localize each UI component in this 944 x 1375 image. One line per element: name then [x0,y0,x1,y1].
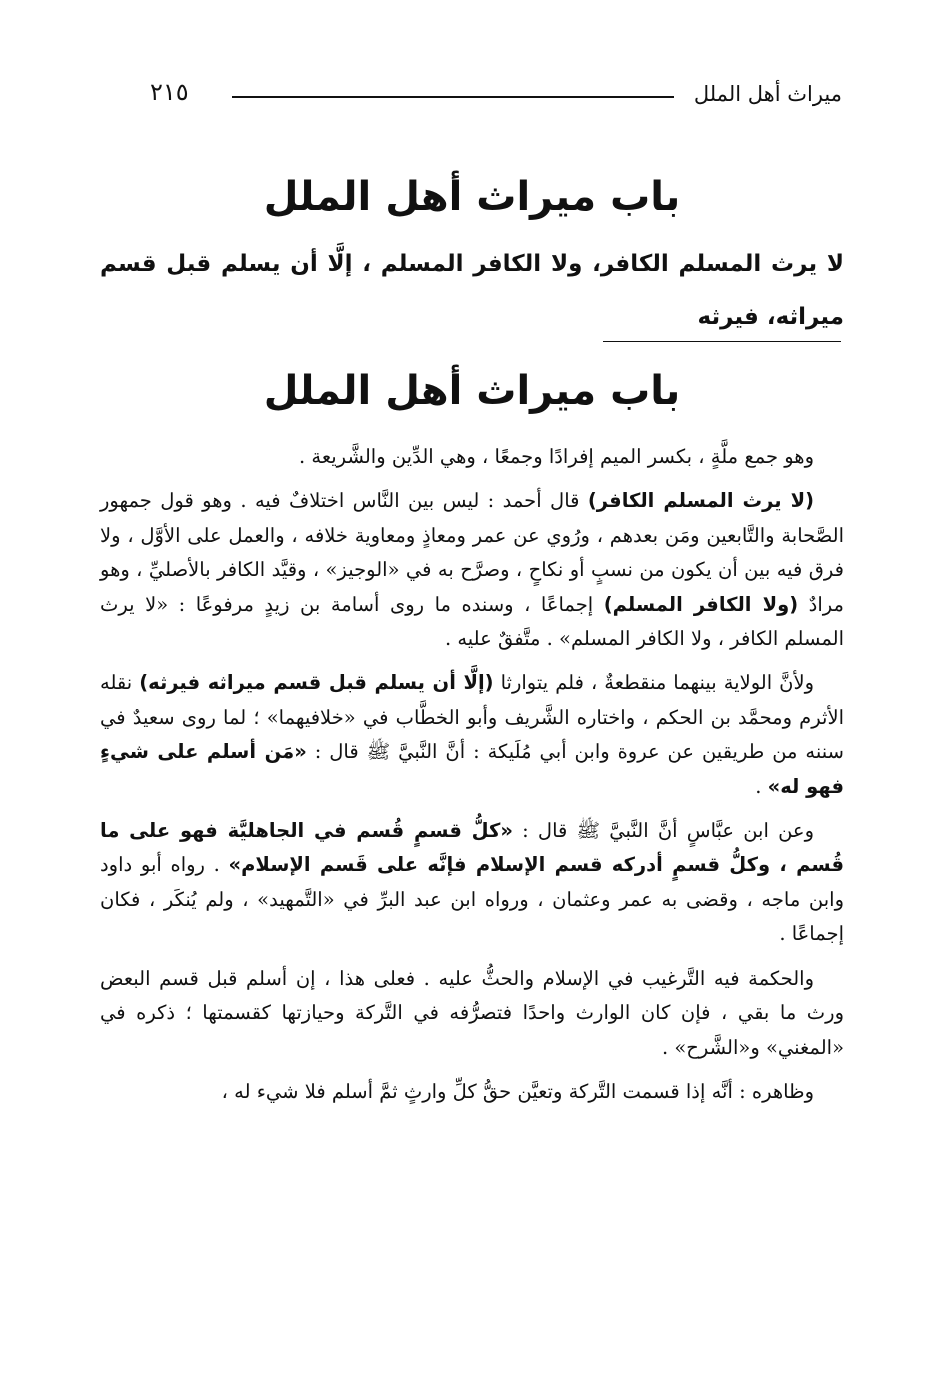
body-paragraph [100,962,844,1065]
text-run: . [755,774,768,798]
section-title: باب ميراث أهل الملل [263,368,681,414]
text-run: نقله الأثرم ومحمَّد بن الحكم ، واختاره الشَّريف وأبو الخطَّاب في «خلافيهما» ؛ لما روى سعيدٌ في سننه من طريقين عن عروة وابن أبي مُلَيكة : أنَّ النَّبيَّ ﷺ قال : [100,671,844,764]
text-run: وظاهره : أنَّه إذا قسمت التَّركة وتعيَّن حقُّ كلِّ وارثٍ ثمَّ أسلم فلا شيء له ، [221,1079,814,1103]
bold-quote-run: (إلَّا أن يسلم قبل قسم ميراثه فيرثه) [139,671,494,695]
heading-rule [603,341,841,342]
main-title: باب ميراث أهل الملل [263,174,681,220]
text-run: وهو جمع ملَّةٍ ، بكسر الميم إفرادًا وجمعًا ، وهي الدِّين والشَّريعة . [299,445,814,468]
bold-quote-run: (لا يرث المسلم الكافر) [587,489,815,513]
body-paragraph [100,814,844,952]
commentary-body [100,440,844,1119]
bold-quote-run: «كلُّ قسمٍ قُسم في الجاهليَّة فهو على ما قُسم ، وكلُّ قسمٍ أدركه قسم الإسلام فإنَّه على قَسم الإسلام» [100,819,844,877]
text-run: والحكمة فيه التَّرغيب في الإسلام والحثُّ عليه . فعلى هذا ، إن أسلم قبل قسم البعض ورث ما بقي ، فإن كان الوارث واحدًا فتصرُّفه في التَّركة وحيازتها كقسمتها ؛ ذكره في «المغني» و«الشَّرح» . [100,966,844,1059]
bold-quote-run: (ولا الكافر المسلم) [603,592,799,616]
body-paragraph [100,666,844,804]
text-run: إجماعًا ، وسنده ما روى أسامة بن زيدٍ مرفوعًا : «لا يرث المسلم الكافر ، ولا الكافر المسلم» . متَّفقٌ عليه . [100,592,844,651]
text-run: . رواه أبو داود وابن ماجه ، وقضى به عمر وعثمان ، ورواه ابن عبد البرِّ في «التَّمهيد» ، ولم يُنكَر ، فكان إجماعًا . [100,853,844,946]
running-title: ميراث أهل الملل [693,82,842,106]
body-paragraph [100,440,844,474]
body-paragraph [100,484,844,656]
page-number: ٢١٥ [150,78,189,106]
text-run: قال أحمد : ليس بين النَّاس اختلافٌ فيه . وهو قول جمهور الصَّحابة والتَّابعين ومَن بعدهم ، ورُوي عن عمر ومعاذٍ ومعاوية خلافه ، والعمل على الأوَّل ، ولا فرق فيه بين أن يكون من نسبٍ أو نكاحٍ ، وصرَّح به في «الوجيز» ، وقيَّد الكافر بالأصليِّ ، وهو مرادٌ [100,489,844,616]
page-header [150,74,842,114]
header-rule [232,96,674,98]
chapter-heading: لا يرث المسلم الكافر، ولا الكافر المسلم ، إلَّا أن يسلم قبل قسم ميراثه، فيرثه [100,251,844,330]
bold-quote-run: «مَن أسلم على شيءٍ فهو له» [100,740,844,798]
body-paragraph [100,1075,844,1109]
text-run: ولأنَّ الولاية بينهما منقطعةٌ ، فلم يتوارثا [493,671,814,695]
text-run: وعن ابن عبَّاسٍ أنَّ النَّبيَّ ﷺ قال : [512,819,814,843]
